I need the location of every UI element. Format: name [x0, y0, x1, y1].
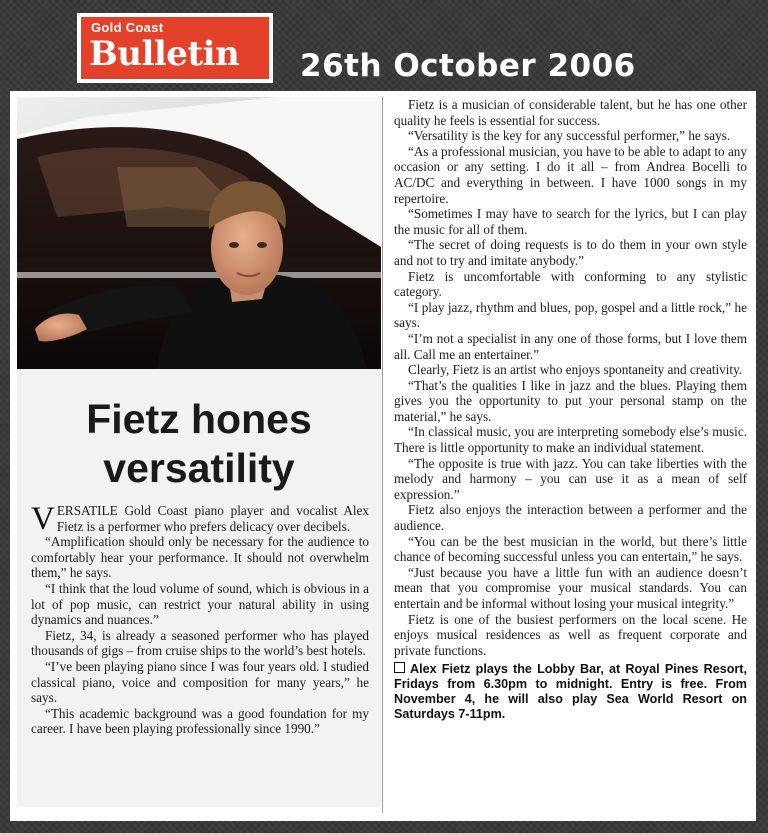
checkbox-square-icon — [394, 662, 405, 673]
logo-title: Bulletin — [89, 34, 240, 74]
logo-subtitle: Gold Coast — [91, 20, 164, 35]
left-column — [17, 97, 381, 807]
paragraph-text: ERSATILE Gold Coast piano player and vocalist Alex Fietz is a performer who prefers delicacy over decibels. — [56, 503, 369, 534]
article-paragraph: Fietz is uncomfortable with conforming to any stylistic category. — [394, 268, 747, 300]
article-paragraph: Clearly, Fietz is an artist who enjoys spontaneity and creativity. — [408, 362, 743, 378]
article-paragraph: “Sometimes I may have to search for the lyrics, but I can play the music for all of them. — [394, 206, 747, 237]
article-paragraph: “I think that the loud volume of sound, which is obvious in a lot of pop music, can restrict your natural ability in using dynamics and nuances.” — [31, 580, 369, 628]
gig-info-note — [394, 662, 747, 722]
article-paragraph: “This academic background was a good foundation for my career. I have been playing professionally since 1990.” — [31, 705, 369, 737]
article-paragraph: “The secret of doing requests is to do them in your own style and not to try and imitate anybody.” — [394, 237, 747, 268]
article-paragraph: Fietz is a musician of considerable talent, but he has one other quality he feels is essential for success. — [394, 97, 747, 128]
publication-logo — [77, 13, 273, 83]
article-paragraph: “Just because you have a little fun with an audience doesn’t mean that you compromise your musical standards. You can entertain and be informal without losing your musical integrity.” — [394, 564, 747, 611]
article-paragraph: “That’s the qualities I like in jazz and the blues. Playing them gives you the opportunity to put your personal stamp on the material,” he says. — [394, 377, 747, 424]
drop-cap: V — [31, 501, 55, 537]
article-paragraph: “In classical music, you are interpreting somebody else’s music. There is little opportunity to make an individual statement. — [394, 424, 747, 456]
publication-date: 26th October 2006 — [300, 48, 636, 84]
article-paragraph: “I’m not a specialist in any one of those forms, but I love them all. Call me an entertainer.” — [394, 330, 747, 362]
left-article-body — [31, 503, 369, 737]
headline-line-2: versatility — [103, 445, 295, 491]
article-paragraph: “Versatility is the key for any successful performer,” he says. — [408, 128, 731, 144]
article-paragraph: “You can be the best musician in the world, but there’s little chance of becoming successful unless you can entertain,” he says. — [394, 533, 747, 565]
gig-info-text: Alex Fietz plays the Lobby Bar, at Royal Pines Resort, Fridays from 6.30pm to midnight. Entry is free. From November 4, he will also play Sea World Resort on Saturdays 7-11pm. — [394, 662, 747, 722]
article-paragraph: Fietz also enjoys the interaction between a performer and the audience. — [394, 502, 747, 534]
article-photo — [17, 97, 381, 369]
article-paragraph — [31, 501, 369, 537]
article-headline — [17, 395, 381, 493]
article-paragraph: “Amplification should only be necessary for the audience to comfortably hear your performance. It should not overwhelm them,” he says. — [31, 534, 369, 581]
column-divider — [382, 97, 383, 813]
musician-at-piano-image — [17, 97, 381, 369]
logo-red-panel — [81, 17, 269, 79]
article-paragraph: “I’ve been playing piano since I was four years old. I studied classical piano, voice and composition for many years,” he says. — [31, 658, 369, 706]
article-paragraph: “The opposite is true with jazz. You can take liberties with the melody and harmony – you can use it as a mean of self expression.” — [394, 455, 747, 502]
article-paragraph: “As a professional musician, you have to be able to adapt to any occasion or any setting. I do it all – from Andrea Bocelli to AC/DC and everything in between. I have 1000 songs in my repertoire. — [394, 143, 747, 206]
headline-line-1: Fietz hones — [86, 396, 312, 442]
article-paragraph: Fietz, 34, is already a seasoned performer who has played thousands of gigs – from cruise ships to the world’s best hotels. — [31, 627, 369, 659]
article-paragraph: “I play jazz, rhythm and blues, pop, gospel and a little rock,” he says. — [394, 299, 747, 331]
right-column — [394, 97, 747, 813]
article-clipping — [10, 91, 756, 821]
article-paragraph: Fietz is one of the busiest performers on the local scene. He enjoys musical residences as well as frequent corporate and private functions. — [394, 611, 747, 658]
